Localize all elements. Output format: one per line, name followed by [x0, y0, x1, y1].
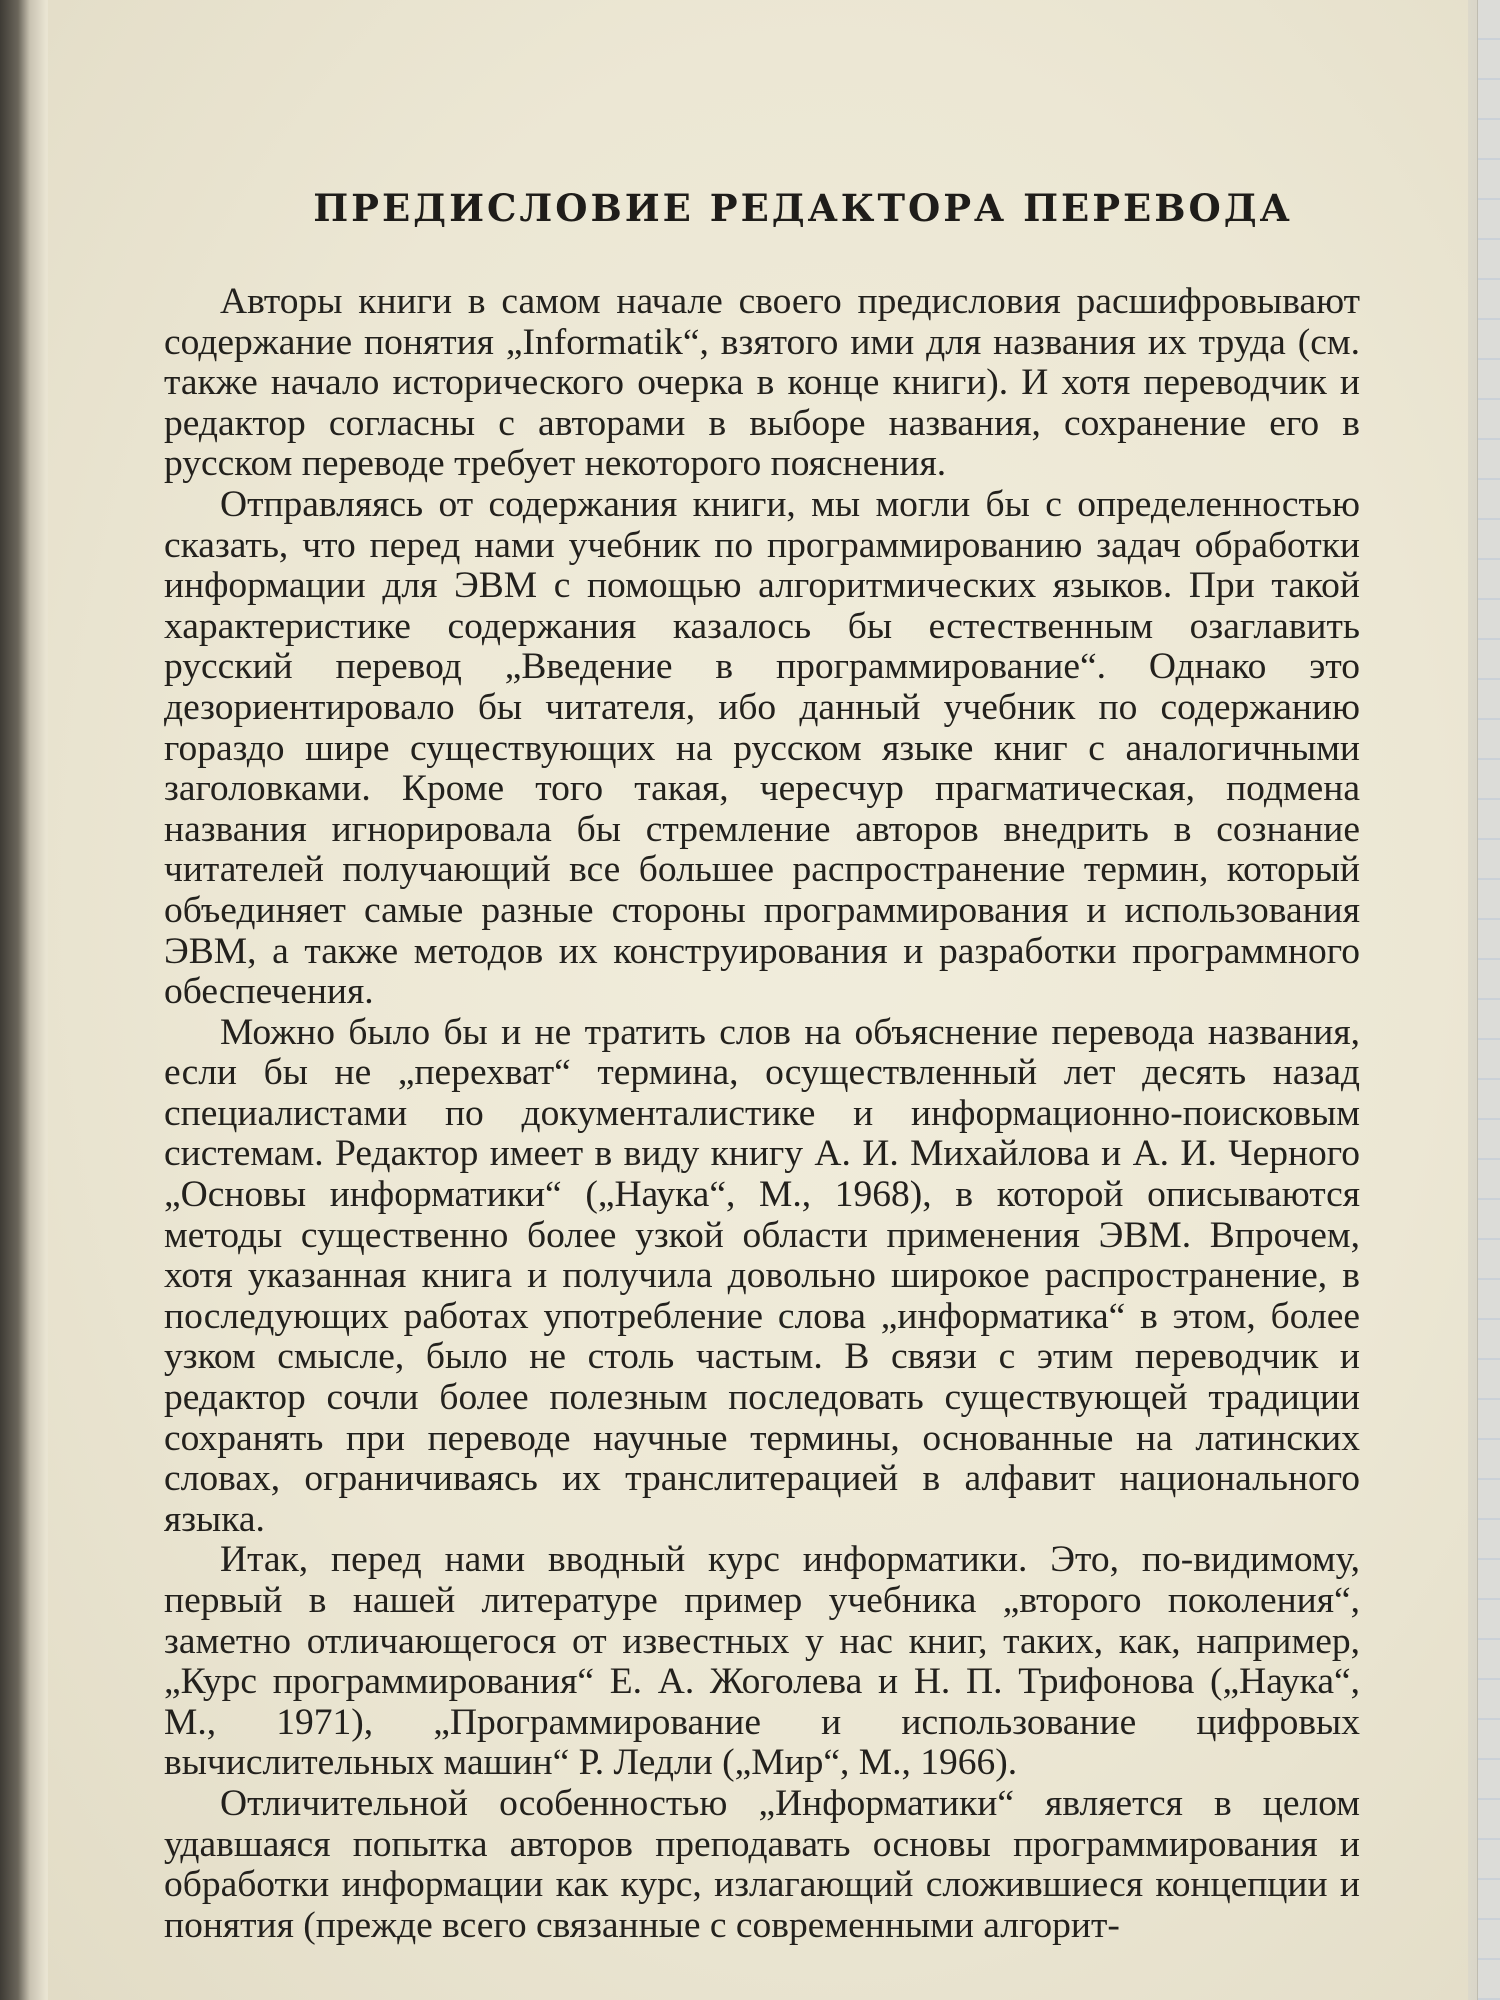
- paragraph-3: Можно было бы и не тратить слов на объяснение перевода названия, если бы не „перехват“ термина, осуществленный лет десять назад специалистами по документалистике и информационно-поисковым системам. Редактор имеет в виду книгу А. И. Михайлова и А. И. Черного „Основы информатики“ („Наука“, М., 1968), в которой описываются методы существенно более узкой области применения ЭВМ. Впрочем, хотя указанная книга и получила довольно широкое распространение, в последующих работах употребление слова „информатика“ в этом, более узком смысле, было не столь частым. В связи с этим переводчик и редактор сочли более полезным последовать существующей традиции сохранять при переводе научные термины, основанные на латинских словах, ограничиваясь их транслитерацией в алфавит национального языка.: [164, 1011, 1360, 1540]
- page-title: ПРЕДИСЛОВИЕ РЕДАКТОРА ПЕРЕВОДА: [313, 186, 1293, 230]
- paragraph-4: Итак, перед нами вводный курс информатики. Это, по-видимому, первый в нашей литературе пример учебника „второго поколения“, заметно отличающегося от известных у нас книг, таких, как, например, „Курс программирования“ Е. А. Жоголева и Н. П. Трифонова („Наука“, М., 1971), „Программирование и использование цифровых вычислительных машин“ Р. Ледли („Мир“, М., 1966).: [164, 1539, 1360, 1784]
- body-text: [164, 282, 1360, 1946]
- notebook-edge: [1477, 0, 1500, 2000]
- paragraph-1: Авторы книги в самом начале своего предисловия расшифровывают содержание понятия „Informatik“, взятого ими для названия их труда (см. также начало исторического очерка в конце книги). И хотя переводчик и редактор согласны с авторами в выборе названия, сохранение его в русском переводе требует некоторого пояснения.: [164, 281, 1360, 485]
- paragraph-2: Отправляясь от содержания книги, мы могли бы с определенностью сказать, что перед нами учебник по программированию задач обработки информации для ЭВМ с помощью алгоритмических языков. При такой характеристике содержания казалось бы естественным озаглавить русский перевод „Введение в программирование“. Однако это дезориентировало бы читателя, ибо данный учебник по содержанию гораздо шире существующих на русском языке книг с аналогичными заголовками. Кроме того такая, чересчур прагматическая, подмена названия игнорировала бы стремление авторов внедрить в сознание читателей получающий все большее распространение термин, который объединяет самые разные стороны программирования и использования ЭВМ, а также методов их конструирования и разработки программного обеспечения.: [164, 483, 1360, 1013]
- book-page: [48, 0, 1468, 2000]
- paragraph-5: Отличительной особенностью „Информатики“ является в целом удавшаяся попытка авторов преподавать основы программирования и обработки информации как курс, излагающий сложившиеся концепции и понятия (прежде всего связанные с современными алгорит-: [164, 1782, 1360, 1946]
